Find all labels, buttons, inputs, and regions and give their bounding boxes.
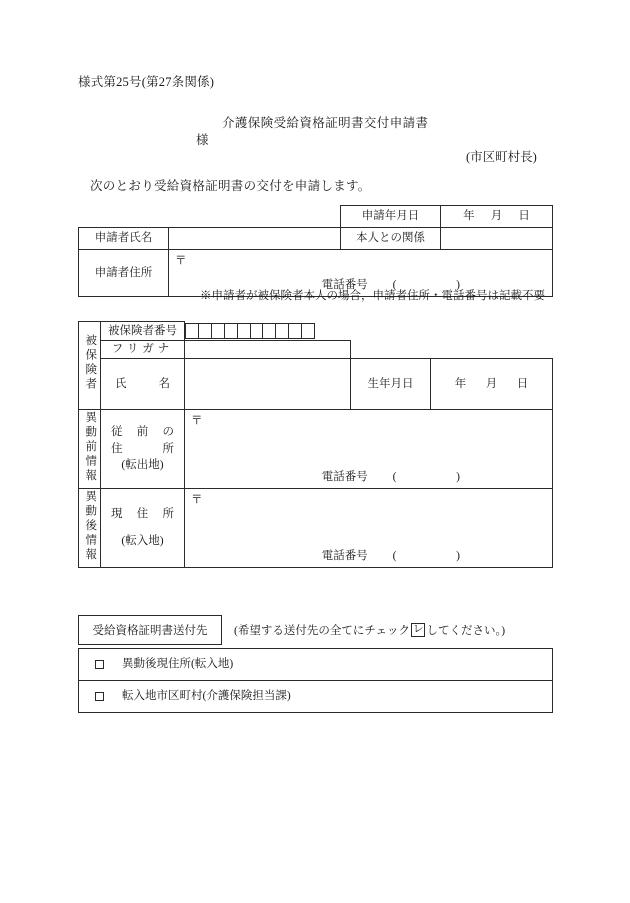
before-move-section-label: 異動前情報 xyxy=(79,410,101,489)
number-cell[interactable] xyxy=(301,323,315,339)
after-addr-char1: 現 xyxy=(111,508,123,521)
insured-number-label: 被保険者番号 xyxy=(101,322,185,341)
application-date-label: 申請年月日 xyxy=(341,206,441,228)
number-cell[interactable] xyxy=(198,323,211,339)
birth-year-label: 年 xyxy=(454,377,467,390)
before-address-input[interactable] xyxy=(185,410,553,489)
after-tel-field[interactable] xyxy=(322,549,478,563)
send-option-label: 異動後現住所(転入地) xyxy=(122,658,234,671)
form-code: 様式第25号(第27条関係) xyxy=(78,75,215,89)
before-addr-char4: 住 xyxy=(111,442,123,455)
number-cell[interactable] xyxy=(288,323,301,339)
birth-month-label: 月 xyxy=(485,377,498,390)
number-cell[interactable] xyxy=(275,323,288,339)
send-destination-title: 受給資格証明書送付先 xyxy=(78,615,222,645)
application-date-value[interactable] xyxy=(441,206,553,228)
send-option-row-1[interactable] xyxy=(79,681,553,713)
addressee-honorific: 様 xyxy=(196,133,209,147)
after-addr-char3: 所 xyxy=(162,508,174,521)
spacer-cell xyxy=(431,341,553,359)
hint-text-after: してください。) xyxy=(426,625,506,637)
relationship-input[interactable] xyxy=(441,228,553,250)
tel-label: 電話番号 xyxy=(321,278,368,291)
after-address-input[interactable] xyxy=(185,489,553,568)
spacer-cell xyxy=(79,206,169,228)
furigana-label: フリガナ xyxy=(101,341,185,359)
before-tel-field[interactable] xyxy=(322,470,478,484)
page-title: 介護保険受給資格証明書交付申請書 xyxy=(222,116,429,130)
checkbox-after-move-address[interactable] xyxy=(95,660,104,669)
send-option-row-0[interactable] xyxy=(79,649,553,681)
insured-number-grid[interactable] xyxy=(185,323,315,339)
number-cell[interactable] xyxy=(211,323,224,339)
after-addr-char2: 住 xyxy=(136,508,149,521)
applicant-name-label: 申請者氏名 xyxy=(79,228,169,250)
insured-section-label: 被保険者 xyxy=(79,322,101,410)
name-label-char1: 氏 xyxy=(115,377,127,390)
table-row xyxy=(79,489,553,568)
applicant-note: ※申請者が被保険者本人の場合，申請者住所・電話番号は記載不要 xyxy=(200,290,545,302)
table-row xyxy=(79,359,553,410)
table-row xyxy=(79,410,553,489)
intro-sentence: 次のとおり受給資格証明書の交付を申請します。 xyxy=(90,179,371,193)
insured-name-label xyxy=(101,359,185,410)
postal-code-icon: 〒 xyxy=(191,494,203,506)
number-cell[interactable] xyxy=(224,323,237,339)
check-mark-icon: レ xyxy=(412,624,424,636)
table-row xyxy=(79,341,553,359)
after-move-section-label: 異動後情報 xyxy=(79,489,101,568)
send-destination-options-table xyxy=(78,648,553,713)
before-addr-char2: 前 xyxy=(136,425,149,438)
applicant-address-label: 申請者住所 xyxy=(79,250,169,297)
tel-parens: ( ) xyxy=(392,549,478,562)
tel-parens: ( ) xyxy=(392,470,478,483)
table-row xyxy=(79,681,553,713)
checkbox-destination-municipality[interactable] xyxy=(95,692,104,701)
before-addr-char5: 所 xyxy=(162,442,174,455)
hint-text-before: (希望する送付先の全てにチェック xyxy=(234,625,410,637)
before-addr-char3: の xyxy=(162,425,174,438)
spacer-cell xyxy=(351,341,431,359)
number-cell[interactable] xyxy=(185,323,198,339)
postal-code-icon: 〒 xyxy=(175,255,187,267)
insured-number-input[interactable] xyxy=(185,322,553,341)
furigana-input[interactable] xyxy=(185,341,351,359)
before-addr-char1: 従 xyxy=(111,425,123,438)
number-cell[interactable] xyxy=(250,323,263,339)
date-year-label: 年 xyxy=(463,210,475,223)
tel-parens: ( ) xyxy=(392,278,478,291)
name-label-char2: 名 xyxy=(158,377,170,390)
before-addr-sublabel: (転出地) xyxy=(121,459,164,472)
insured-name-input[interactable] xyxy=(185,359,351,410)
issuer-label: (市区町村長) xyxy=(466,150,537,164)
after-addr-sublabel: (転入地) xyxy=(121,535,164,547)
send-destination-header xyxy=(78,615,552,645)
send-option-label: 転入地市区町村(介護保険担当課) xyxy=(122,690,291,703)
spacer-cell xyxy=(169,206,341,228)
applicant-name-input[interactable] xyxy=(169,228,341,250)
insured-table xyxy=(78,321,553,568)
tel-label: 電話番号 xyxy=(321,549,368,562)
table-row xyxy=(79,228,553,250)
table-row xyxy=(79,649,553,681)
date-month-label: 月 xyxy=(490,210,503,223)
after-address-label xyxy=(101,489,185,568)
date-day-label: 日 xyxy=(518,210,530,223)
birthdate-value[interactable] xyxy=(431,359,553,410)
send-destination-hint xyxy=(234,615,505,645)
number-cell[interactable] xyxy=(262,323,275,339)
before-address-label xyxy=(101,410,185,489)
number-cell[interactable] xyxy=(237,323,250,339)
table-row xyxy=(79,322,553,341)
birthdate-label: 生年月日 xyxy=(351,359,431,410)
birth-day-label: 日 xyxy=(516,377,529,390)
relationship-label: 本人との関係 xyxy=(341,228,441,250)
postal-code-icon: 〒 xyxy=(191,415,203,427)
table-row xyxy=(79,206,553,228)
applicant-table xyxy=(78,205,553,297)
tel-label: 電話番号 xyxy=(321,470,368,483)
